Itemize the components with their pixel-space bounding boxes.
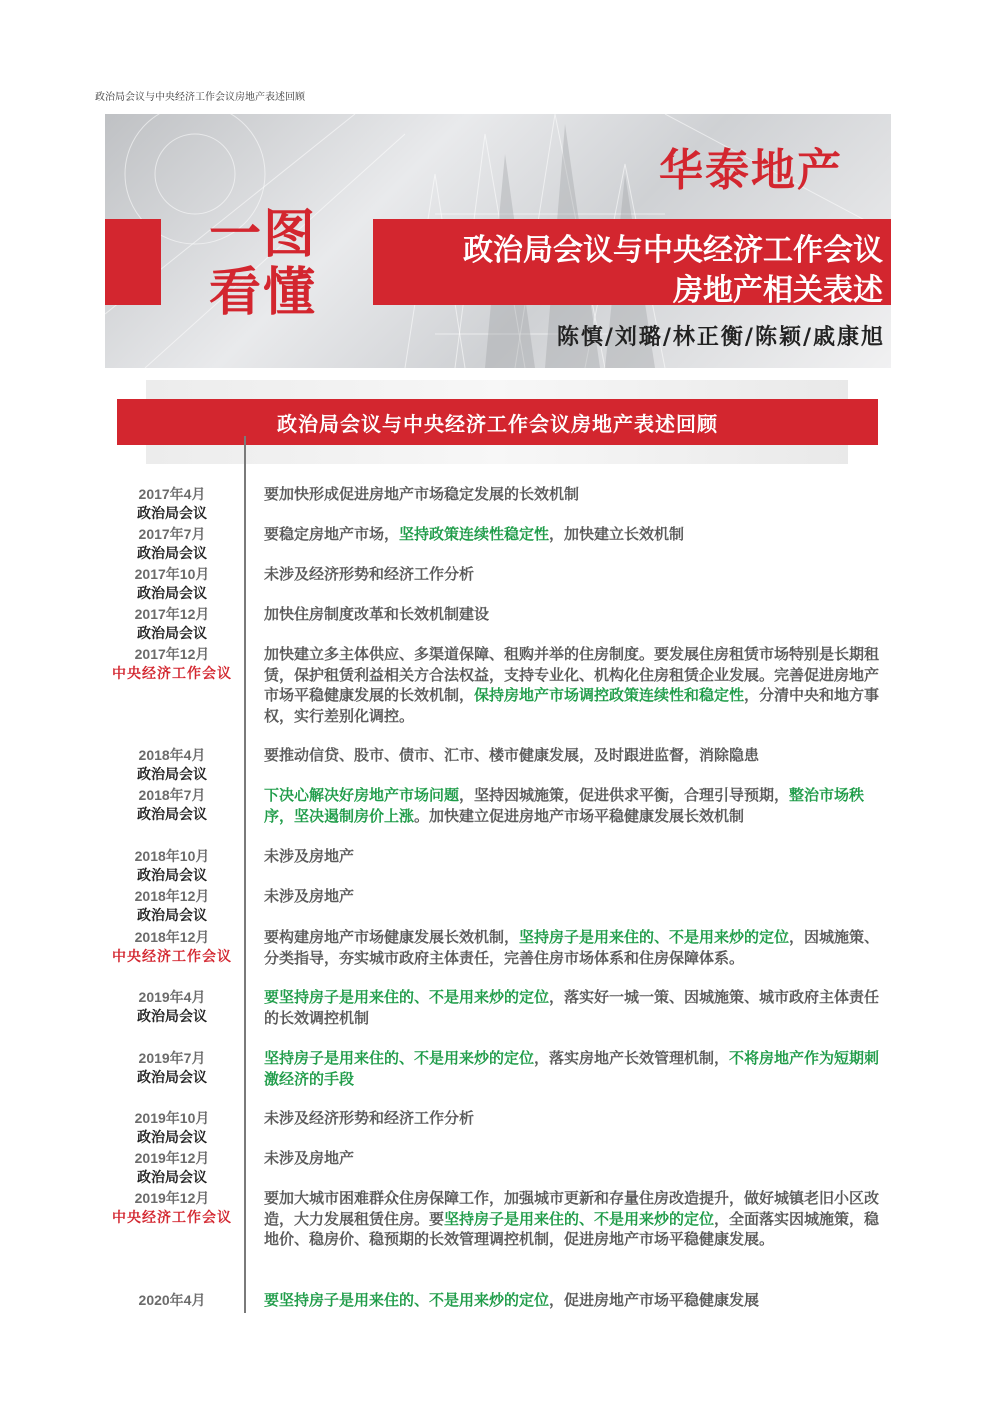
content-text: ，加快建立长效机制	[549, 525, 685, 543]
headline-line-1: 一图	[209, 205, 318, 265]
entry-content	[264, 846, 888, 867]
entry-content	[264, 987, 888, 1028]
entry-date: 2019年12月	[134, 1150, 210, 1166]
entry-date: 2018年12月	[134, 929, 210, 945]
entry-meeting-type: 中央经济工作会议	[112, 666, 232, 682]
running-header: 政治局会议与中央经济工作会议房地产表述回顾	[95, 92, 305, 103]
entry-date: 2017年12月	[134, 646, 210, 662]
content-text: 要推动信贷、股市、债市、汇市、楼市健康发展，及时跟进监督，消除隐患	[264, 746, 760, 764]
title-line-2: 房地产相关表述	[673, 273, 883, 308]
entry-content	[264, 1048, 888, 1089]
content-text: 要构建房地产市场健康发展长效机制，	[264, 928, 520, 946]
entry-meeting-type: 政治局会议	[137, 767, 207, 783]
content-text: 未涉及经济形势和经济工作分析	[264, 565, 475, 583]
one-chart-headline	[209, 206, 317, 322]
entry-content	[264, 745, 888, 766]
entry-date: 2017年10月	[134, 566, 210, 582]
entry-meeting-type: 政治局会议	[137, 908, 207, 924]
entry-meeting-type: 政治局会议	[137, 586, 207, 602]
highlighted-phrase: 要坚持房子是用来住的、不是用来炒的定位	[264, 988, 550, 1006]
entry-date: 2020年4月	[138, 1292, 206, 1308]
highlighted-phrase: 坚持政策连续性稳定性	[399, 525, 550, 543]
highlighted-phrase: 坚持房子是用来住的、不是用来炒的定位	[519, 928, 790, 946]
entry-date: 2019年4月	[138, 989, 206, 1005]
entry-date: 2017年7月	[138, 526, 206, 542]
entry-content	[264, 927, 888, 968]
entry-date: 2017年4月	[138, 486, 206, 502]
content-text: 要加大城市困难群众住房保障工作，加强城市更新和存量住房改造提升，做好城镇老旧小区改造，大力发展租赁住房。要	[264, 1189, 880, 1228]
brand-logo-text: 华泰地产	[659, 145, 843, 196]
highlighted-phrase: 不将房地产作为短期刺激经济的手段	[264, 1049, 880, 1088]
red-accent-block	[105, 219, 161, 305]
entry-meeting-type: 政治局会议	[137, 807, 207, 823]
content-text: 要稳定房地产市场，	[264, 525, 400, 543]
entry-meeting-type: 中央经济工作会议	[112, 1210, 232, 1226]
content-text: ，促进房地产市场平稳健康发展	[549, 1291, 760, 1309]
entry-content	[264, 484, 888, 505]
entry-content	[264, 644, 888, 726]
entry-date: 2019年7月	[138, 1050, 206, 1066]
content-text: ，落实房地产长效管理机制，	[534, 1049, 730, 1067]
entry-content	[264, 1290, 888, 1311]
content-text: 。加快建立促进房地产市场平稳健康发展长效机制	[414, 806, 745, 825]
highlighted-phrase: 保持房地产市场调控政策连续性和稳定性	[474, 686, 745, 704]
title-line-1: 政治局会议与中央经济工作会议	[463, 233, 883, 268]
entry-date: 2018年7月	[138, 787, 206, 803]
entry-meeting-type: 政治局会议	[137, 626, 207, 642]
content-text: ，因城施策、分类指导，夯实城市政府主体责任，完善住房市场体系和住房保障体系。	[264, 928, 880, 967]
entry-content	[264, 1108, 888, 1129]
content-text: ，分清中央和地方事权，实行差别化调控。	[264, 686, 880, 725]
entry-date: 2018年12月	[134, 888, 210, 904]
authors: 陈慎/刘璐/林正衡/陈颖/戚康旭	[556, 324, 885, 350]
timeline-divider	[244, 436, 246, 1313]
headline-line-2: 看懂	[209, 263, 318, 323]
entry-content	[264, 604, 888, 625]
entry-meeting-type: 政治局会议	[137, 1009, 207, 1025]
entry-meeting-type: 政治局会议	[137, 506, 207, 522]
content-text: 未涉及经济形势和经济工作分析	[264, 1109, 475, 1127]
content-text: 未涉及房地产	[264, 1149, 355, 1167]
entry-date: 2018年10月	[134, 848, 210, 864]
entry-date: 2019年10月	[134, 1110, 210, 1126]
entry-meeting-type: 政治局会议	[137, 868, 207, 884]
title-box	[373, 219, 891, 308]
entry-content	[264, 785, 888, 826]
content-text: 未涉及房地产	[264, 887, 355, 905]
section-title: 政治局会议与中央经济工作会议房地产表述回顾	[277, 411, 718, 436]
content-text: 未涉及房地产	[264, 847, 355, 865]
content-text: ，坚持因城施策，促进供求平衡，合理引导预期，	[459, 786, 790, 804]
highlighted-phrase: 整治市场秩序，坚决遏制房价上涨	[264, 786, 865, 825]
entry-meeting-type: 政治局会议	[137, 1170, 207, 1186]
entry-content	[264, 564, 888, 585]
entry-meeting-type: 中央经济工作会议	[112, 949, 232, 965]
entry-content	[264, 1148, 888, 1169]
content-text: 要加快形成促进房地产市场稳定发展的长效机制	[264, 485, 580, 503]
entry-meeting-type: 政治局会议	[137, 1070, 207, 1086]
content-text: ，全面落实因城施策，稳地价、稳房价、稳预期的长效管理调控机制，促进房地产市场平稳健康发展。	[264, 1209, 880, 1248]
highlighted-phrase: 坚持房子是用来住的、不是用来炒的定位	[264, 1049, 535, 1067]
content-text: ，落实好一城一策、因城施策、城市政府主体责任的长效调控机制	[264, 988, 880, 1027]
entry-meeting-type: 政治局会议	[137, 1130, 207, 1146]
entry-content	[264, 886, 888, 907]
entry-content	[264, 1188, 888, 1250]
entry-meeting-type: 政治局会议	[137, 546, 207, 562]
entry-content	[264, 524, 888, 545]
entry-date: 2019年12月	[134, 1190, 210, 1206]
highlighted-phrase: 坚持房子是用来住的、不是用来炒的定位	[444, 1209, 715, 1228]
highlighted-phrase: 下决心解决好房地产市场问题	[264, 786, 460, 804]
entry-date: 2018年4月	[138, 747, 206, 763]
highlighted-phrase: 要坚持房子是用来住的、不是用来炒的定位	[264, 1291, 550, 1309]
entry-date: 2017年12月	[134, 606, 210, 622]
content-text: 加快建立多主体供应、多渠道保障、租购并举的住房制度。要发展住房租赁市场特别是长期租赁，保护租赁利益相关方合法权益，支持专业化、机构化住房租赁企业发展。完善促进房地产市场平稳健康发展的长效机制，	[264, 645, 880, 704]
cover-banner	[105, 114, 891, 368]
content-text: 加快住房制度改革和长效机制建设	[264, 605, 490, 623]
section-title-bar	[117, 399, 878, 445]
